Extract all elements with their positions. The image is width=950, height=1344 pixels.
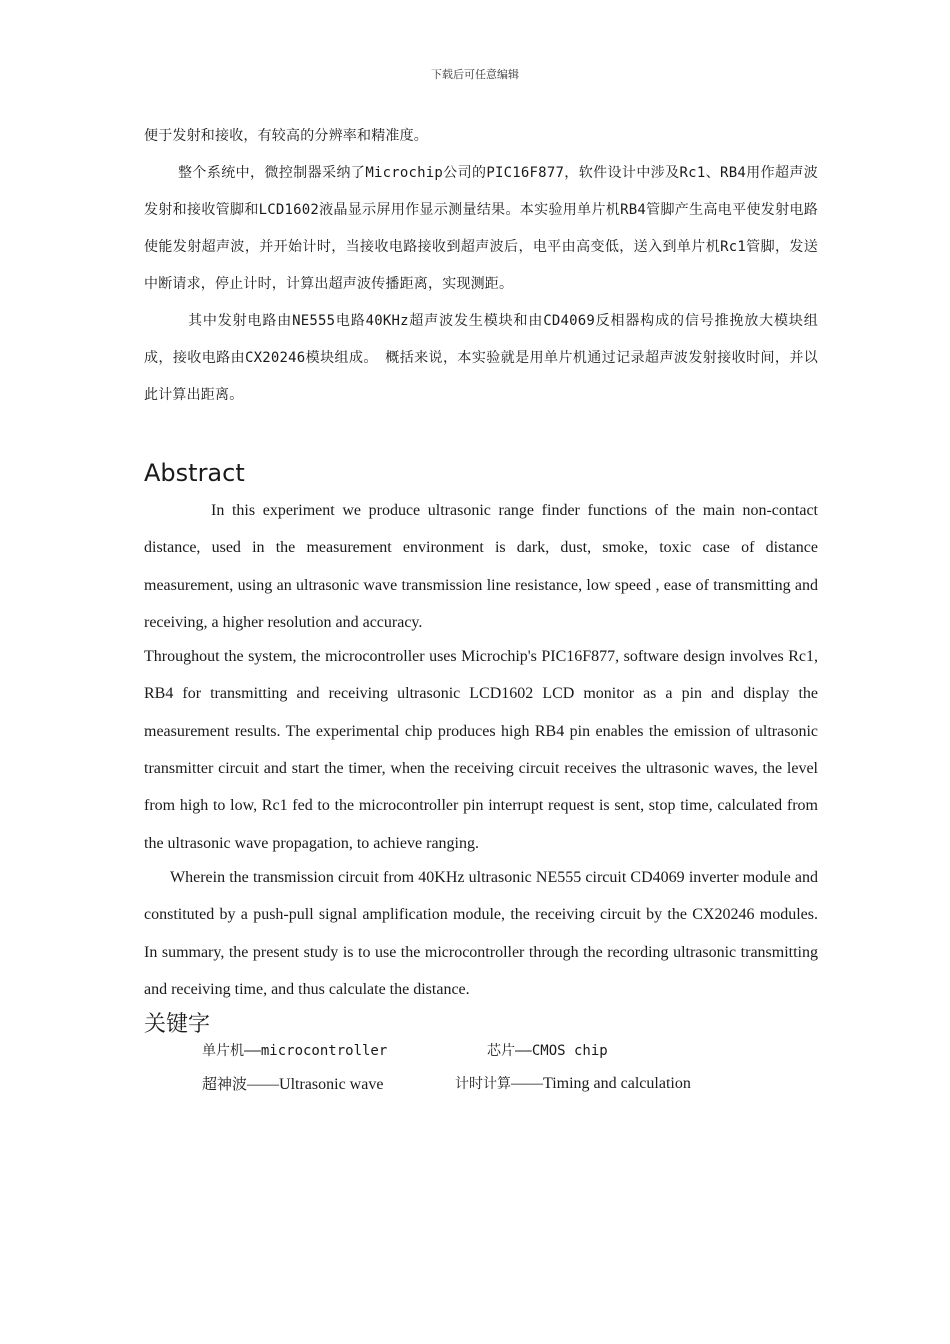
page-header: 下载后可任意编辑 — [431, 68, 519, 81]
keyword-cmos-chip: 芯片——CMOS chip — [487, 1043, 608, 1059]
abstract-heading: Abstract — [144, 459, 245, 487]
cn-paragraph-2: 整个系统中，微控制器采纳了Microchip公司的PIC16F877，软件设计中涉及Rc1、RB4用作超声波发射和接收管脚和LCD1602液晶显示屏用作显示测量结果。本实验用单片机RB4管脚产生高电平使发射电路使能发射超声波，并开始计时，当接收电路接收到超声波后，电平由高变低，送入到单片机Rc1管脚，发送中断请求，停止计时，计算出超声波传播距离，实现测距。 — [144, 165, 818, 292]
cn-paragraph-1: 便于发射和接收，有较高的分辨率和精准度。 — [144, 128, 428, 144]
abstract-paragraph-2: Throughout the system, the microcontroller uses Microchip's PIC16F877, software design involves Rc1, RB4 for transmitting and receiving ultrasonic LCD1602 LCD monitor as a pin and display the measurement results. The experimental chip produces high RB4 pin enables the emission of ultrasonic transmitter circuit and start the timer, when the receiving circuit receives the ultrasonic waves, the level from high to low, Rc1 fed to the microcontroller pin interrupt request is sent, stop time, calculated from the ultrasonic wave propagation, to achieve ranging. — [144, 648, 818, 852]
keyword-ultrasonic-cn: 超神波 — [202, 1075, 248, 1093]
keyword-timing-cn: 计时计算 — [455, 1076, 511, 1092]
keyword-row-1b — [487, 1040, 608, 1060]
keyword-timing-en: ——Timing and calculation — [511, 1075, 691, 1092]
chinese-section — [144, 118, 818, 414]
abstract-paragraph-3: Wherein the transmission circuit from 40KHz ultrasonic NE555 circuit CD4069 inverter module and constituted by a push-pull signal amplification module, the receiving circuit by the CX20246 modules. In summary, the present study is to use the microcontroller through the recording ultrasonic transmitting and receiving time, and thus calculate the distance. — [144, 868, 818, 998]
cn-paragraph-3: 其中发射电路由NE555电路40KHz超声波发生模块和由CD4069反相器构成的信号推挽放大模块组成，接收电路由CX20246模块组成。 概括来说，本实验就是用单片机通过记录超声波发射接收时间，并以此计算出距离。 — [144, 313, 818, 403]
keyword-microcontroller: 单片机——microcontroller — [202, 1043, 388, 1059]
keywords-heading: 关键字 — [144, 1012, 211, 1037]
abstract-section — [144, 492, 818, 1008]
abstract-paragraph-1: In this experiment we produce ultrasonic range finder functions of the main non-contact distance, used in the measurement environment is dark, dust, smoke, toxic case of distance measurement, using an ultrasonic wave transmission line resistance, low speed , ease of transmitting and receiving, a higher resolution and accuracy. — [144, 502, 818, 631]
keyword-ultrasonic-en: ——Ultrasonic wave — [247, 1076, 384, 1093]
keyword-row-2b — [455, 1073, 691, 1093]
keyword-row-1 — [202, 1040, 387, 1060]
keyword-row-2 — [202, 1073, 383, 1094]
